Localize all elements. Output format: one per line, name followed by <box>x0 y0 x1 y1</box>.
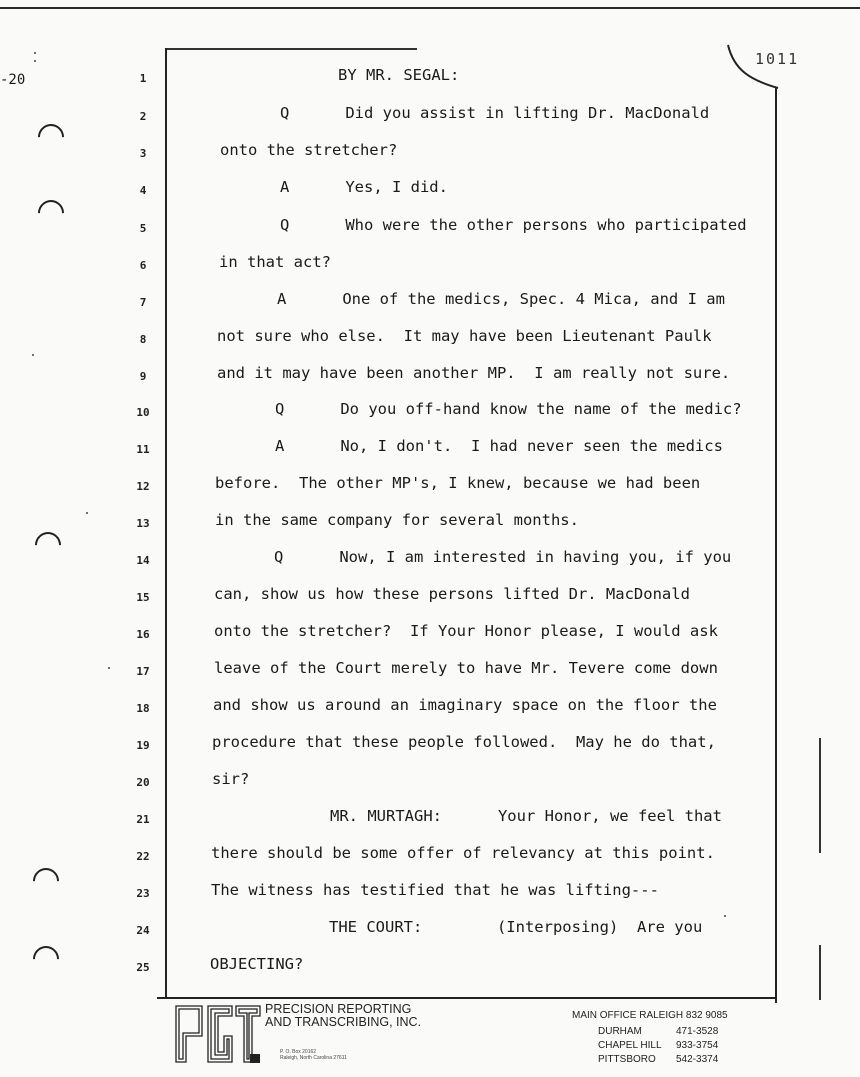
punch-hole-mark <box>33 195 70 232</box>
speck <box>34 60 36 62</box>
line-number: 14 <box>136 554 150 567</box>
frame-right-border <box>775 88 777 1003</box>
po-box: P. O. Box 20162 <box>280 1049 317 1055</box>
address-city: Raleigh, North Carolina 27611 <box>280 1055 347 1061</box>
transcript-line: onto the stretcher? If Your Honor please, I would ask <box>214 622 718 640</box>
speck <box>86 512 88 514</box>
speck <box>724 915 726 917</box>
office-phone: 542-3374 <box>676 1054 719 1065</box>
line-number: 6 <box>139 259 147 272</box>
office-city: CHAPEL HILL <box>598 1040 662 1051</box>
transcript-line: not sure who else. It may have been Lieutenant Paulk <box>217 327 712 345</box>
transcript-line: and show us around an imaginary space on the floor the <box>213 696 717 714</box>
office-phone: 933-3754 <box>676 1040 719 1051</box>
line-number: 9 <box>139 370 147 383</box>
line-number: 21 <box>136 813 150 826</box>
punch-hole-mark <box>30 527 67 564</box>
line-number: 7 <box>139 296 147 309</box>
margin-bar-mark <box>819 945 821 1000</box>
transcript-line: The witness has testified that he was lifting--- <box>211 881 659 899</box>
line-number: 8 <box>139 333 147 346</box>
transcript-line: Q Do you off-hand know the name of the medic? <box>275 400 742 418</box>
transcript-line: can, show us how these persons lifted Dr. MacDonald <box>214 585 690 603</box>
line-number: 1 <box>139 72 147 85</box>
transcript-line: MR. MURTAGH: Your Honor, we feel that <box>330 807 722 825</box>
page-corner-number: -20 <box>0 72 26 88</box>
transcript-line: procedure that these people followed. May he do that, <box>212 733 716 751</box>
punch-hole-mark <box>33 119 70 156</box>
transcript-line: OBJECTING? <box>210 955 304 973</box>
line-number: 22 <box>136 850 150 863</box>
office-city: PITTSBORO <box>598 1054 656 1065</box>
page-number: 1011 <box>755 50 800 68</box>
transcript-line: Q Now, I am interested in having you, if you <box>274 548 732 566</box>
frame-left-border <box>165 48 167 998</box>
transcript-line: leave of the Court merely to have Mr. Tevere come down <box>214 659 718 677</box>
line-number: 20 <box>136 776 150 789</box>
punch-hole-mark <box>28 941 65 978</box>
transcript-line: Q Did you assist in lifting Dr. MacDonald <box>280 104 710 122</box>
transcript-line: A No, I don't. I had never seen the medics <box>275 437 723 455</box>
transcript-line: A One of the medics, Spec. 4 Mica, and I am <box>277 290 725 308</box>
company-name-line: PRECISION REPORTING <box>265 1002 412 1016</box>
top-rule <box>0 7 860 9</box>
line-number: 23 <box>136 887 150 900</box>
transcript-line: onto the stretcher? <box>220 141 398 159</box>
main-office: MAIN OFFICE RALEIGH 832 9085 <box>572 1010 728 1021</box>
speck <box>32 354 34 356</box>
office-phone: 471-3528 <box>676 1026 719 1037</box>
line-number: 5 <box>139 222 147 235</box>
transcript-line: A Yes, I did. <box>280 178 448 196</box>
transcript-line: BY MR. SEGAL: <box>338 66 460 84</box>
office-city: DURHAM <box>598 1026 642 1037</box>
transcript-line: in that act? <box>219 253 331 271</box>
corner-curve-mark <box>720 40 780 100</box>
line-number: 4 <box>139 184 147 197</box>
transcript-line: in the same company for several months. <box>215 511 579 529</box>
company-name <box>265 1003 421 1029</box>
speck <box>34 52 36 54</box>
frame-top-border <box>167 48 417 50</box>
line-number: 3 <box>139 147 147 160</box>
transcript-line: Q Who were the other persons who participated <box>280 216 747 234</box>
line-number: 2 <box>139 110 147 123</box>
line-number: 24 <box>136 924 150 937</box>
line-number: 10 <box>136 406 150 419</box>
speck <box>108 667 110 669</box>
line-number: 17 <box>136 665 150 678</box>
line-number: 13 <box>136 517 150 530</box>
line-number: 16 <box>136 628 150 641</box>
frame-bottom-border <box>157 997 777 999</box>
punch-hole-mark <box>28 863 65 900</box>
line-number: 11 <box>136 443 150 456</box>
transcript-line: THE COURT: (Interposing) Are you <box>329 918 703 936</box>
transcript-line: before. The other MP's, I knew, because we had been <box>215 474 701 492</box>
transcript-line: and it may have been another MP. I am really not sure. <box>217 364 731 382</box>
line-number: 25 <box>136 961 150 974</box>
line-number: 12 <box>136 480 150 493</box>
line-number: 19 <box>136 739 150 752</box>
company-logo <box>172 1002 262 1066</box>
line-number: 18 <box>136 702 150 715</box>
transcript-line: there should be some offer of relevancy at this point. <box>211 844 715 862</box>
line-number: 15 <box>136 591 150 604</box>
transcript-line: sir? <box>212 770 250 788</box>
company-name-line: AND TRANSCRIBING, INC. <box>265 1015 422 1029</box>
margin-bar-mark <box>819 738 821 853</box>
company-address <box>280 1049 347 1061</box>
